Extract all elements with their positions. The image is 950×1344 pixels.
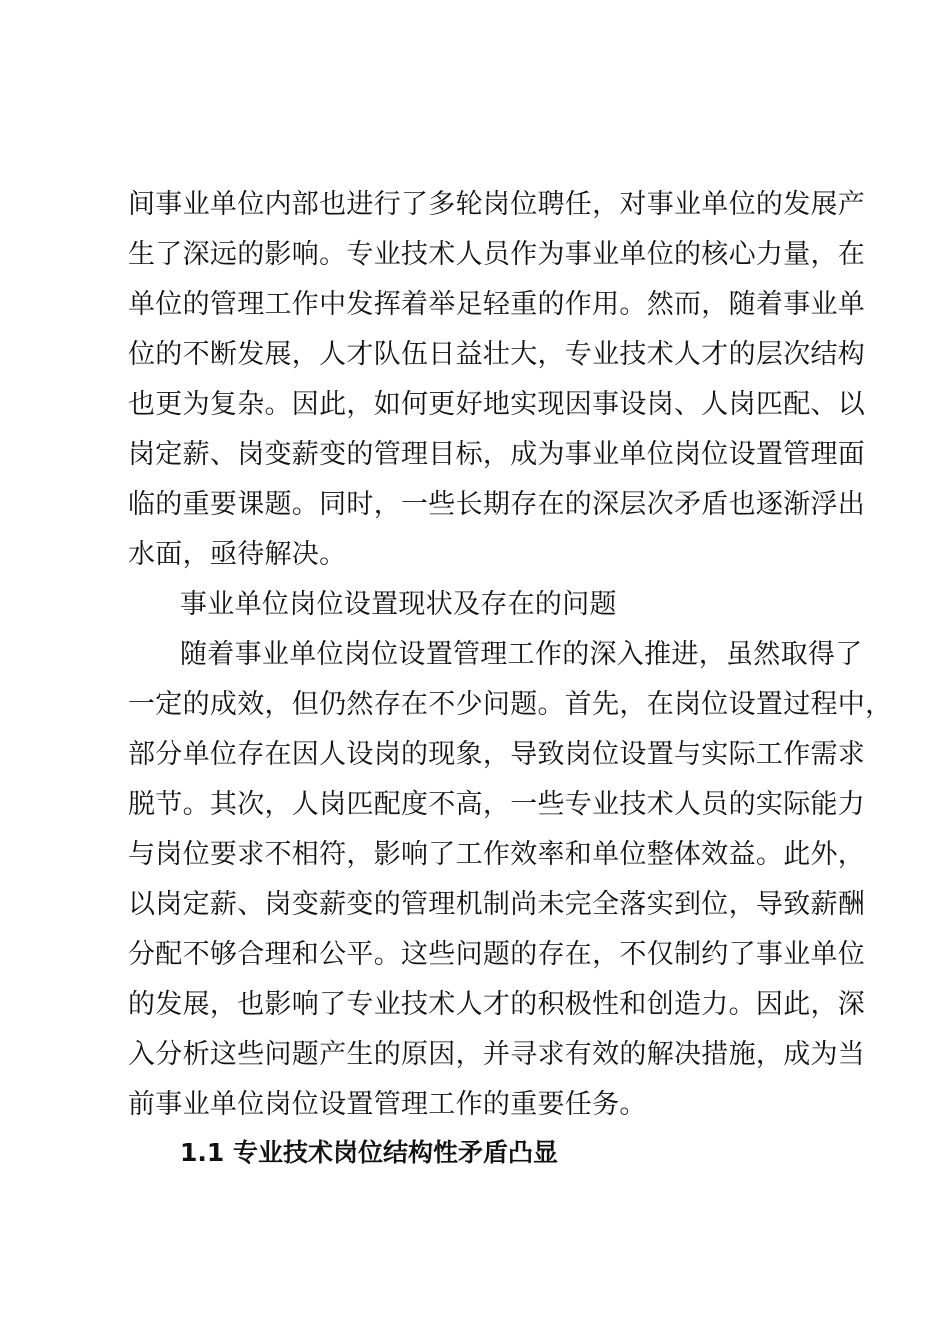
paragraph-1-line-7: 临的重要课题。同时，一些长期存在的深层次矛盾也逐渐浮出 [128,489,866,520]
paragraph-2-line-9: 入分析这些问题产生的原因，并寻求有效的解决措施，成为当 [128,1039,866,1070]
paragraph-1-line-4: 位的不断发展，人才队伍日益壮大，专业技术人才的层次结构 [128,339,866,370]
paragraph-1-line-8: 水面，亟待解决。 [128,539,347,570]
paragraph-1-line-3: 单位的管理工作中发挥着举足轻重的作用。然而，随着事业单 [128,289,866,320]
paragraph-2-line-7: 分配不够合理和公平。这些问题的存在，不仅制约了事业单位 [128,939,866,970]
paragraph-2-line-4: 脱节。其次，人岗匹配度不高，一些专业技术人员的实际能力 [128,789,866,820]
paragraph-2-line-5: 与岗位要求不相符，影响了工作效率和单位整体效益。此外， [128,839,866,870]
paragraph-1-line-2: 生了深远的影响。专业技术人员作为事业单位的核心力量，在 [128,239,866,270]
paragraph-2-line-2: 一定的成效，但仍然存在不少问题。首先，在岗位设置过程中， [128,689,893,720]
section-title: 事业单位岗位设置现状及存在的问题 [180,589,617,620]
paragraph-1-line-5: 也更为复杂。因此，如何更好地实现因事设岗、人岗匹配、以 [128,389,866,420]
subheading: 1.1 专业技术岗位结构性矛盾凸显 [180,1138,558,1167]
paragraph-2-line-3: 部分单位存在因人设岗的现象，导致岗位设置与实际工作需求 [128,739,866,770]
paragraph-2-line-6: 以岗定薪、岗变薪变的管理机制尚未完全落实到位，导致薪酬 [128,889,866,920]
paragraph-2-line-10: 前事业单位岗位设置管理工作的重要任务。 [128,1089,647,1120]
paragraph-2-line-1: 随着事业单位岗位设置管理工作的深入推进，虽然取得了 [180,639,863,670]
paragraph-1-line-6: 岗定薪、岗变薪变的管理目标，成为事业单位岗位设置管理面 [128,439,866,470]
paragraph-1-line-1: 间事业单位内部也进行了多轮岗位聘任，对事业单位的发展产 [128,189,866,220]
paragraph-2-line-8: 的发展，也影响了专业技术人才的积极性和创造力。因此，深 [128,989,866,1020]
